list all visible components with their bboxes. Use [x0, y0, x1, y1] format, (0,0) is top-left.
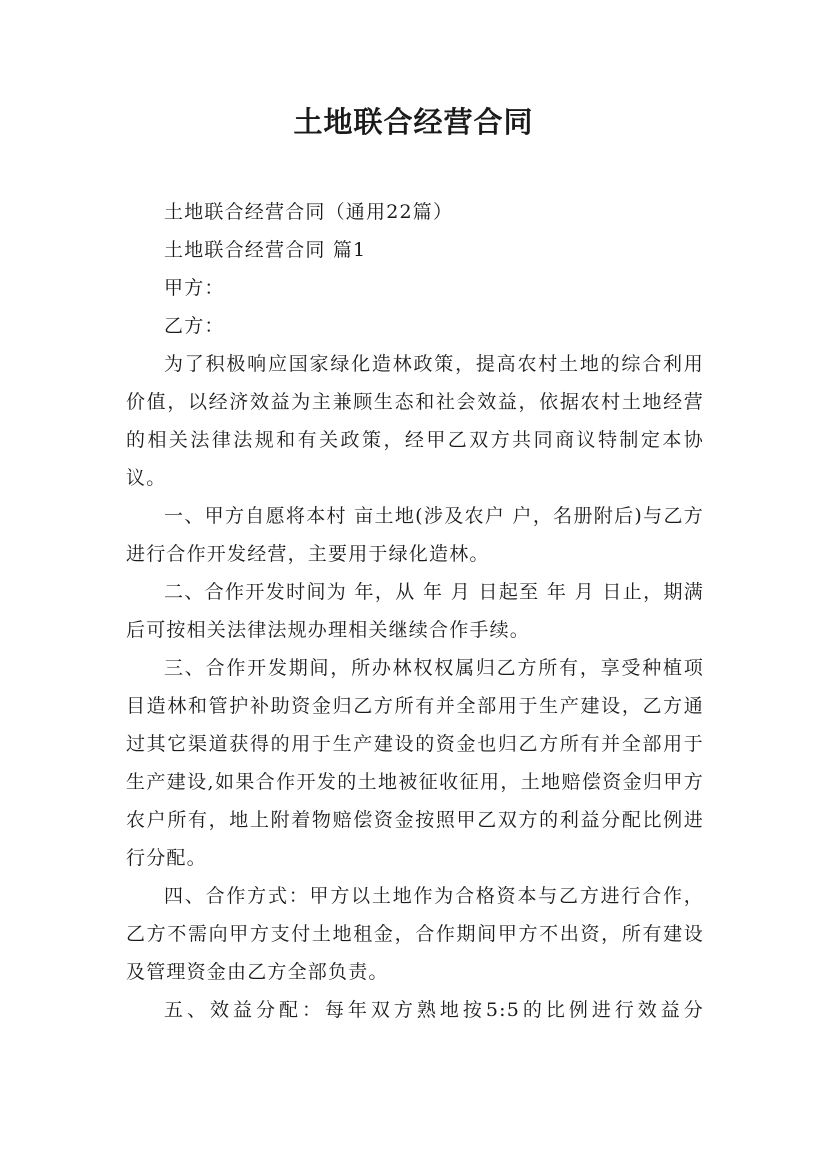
- paragraph-party-a: 甲方：: [164, 277, 225, 299]
- paragraph-subtitle: 土地联合经营合同（通用22篇）: [164, 201, 454, 223]
- paragraph-clause-4: 四、合作方式：甲方以土地作为合格资本与乙方进行合作，乙方不需向甲方支付土地租金，合作期间甲方不出资，所有建设及管理资金由乙方全部负责。: [126, 885, 704, 983]
- document-title: 土地联合经营合同: [293, 105, 534, 139]
- paragraph-party-b: 乙方：: [164, 315, 225, 337]
- document-body: [126, 193, 704, 1029]
- paragraph-section-heading: 土地联合经营合同 篇1: [164, 239, 367, 261]
- paragraph-clause-5: 五、效益分配：每年双方熟地按5:5的比例进行效益分: [164, 999, 704, 1021]
- paragraph-clause-3: 三、合作开发期间，所办林权权属归乙方所有，享受种植项目造林和管护补助资金归乙方所有并全部用于生产建设，乙方通过其它渠道获得的用于生产建设的资金也归乙方所有并全部用于生产建设,如果合作开发的土地被征收征用，土地赔偿资金归甲方农户所有，地上附着物赔偿资金按照甲乙双方的利益分配比例进行分配。: [126, 657, 704, 869]
- paragraph-clause-1: 一、甲方自愿将本村 亩土地(涉及农户 户，名册附后)与乙方进行合作开发经营，主要用于绿化造林。: [126, 505, 704, 565]
- paragraph-clause-2: 二、合作开发时间为 年，从 年 月 日起至 年 月 日止，期满后可按相关法律法规办理相关继续合作手续。: [126, 581, 704, 641]
- paragraph-preamble: 为了积极响应国家绿化造林政策，提高农村土地的综合利用价值，以经济效益为主兼顾生态和社会效益，依据农村土地经营的相关法律法规和有关政策，经甲乙双方共同商议特制定本协议。: [126, 353, 704, 489]
